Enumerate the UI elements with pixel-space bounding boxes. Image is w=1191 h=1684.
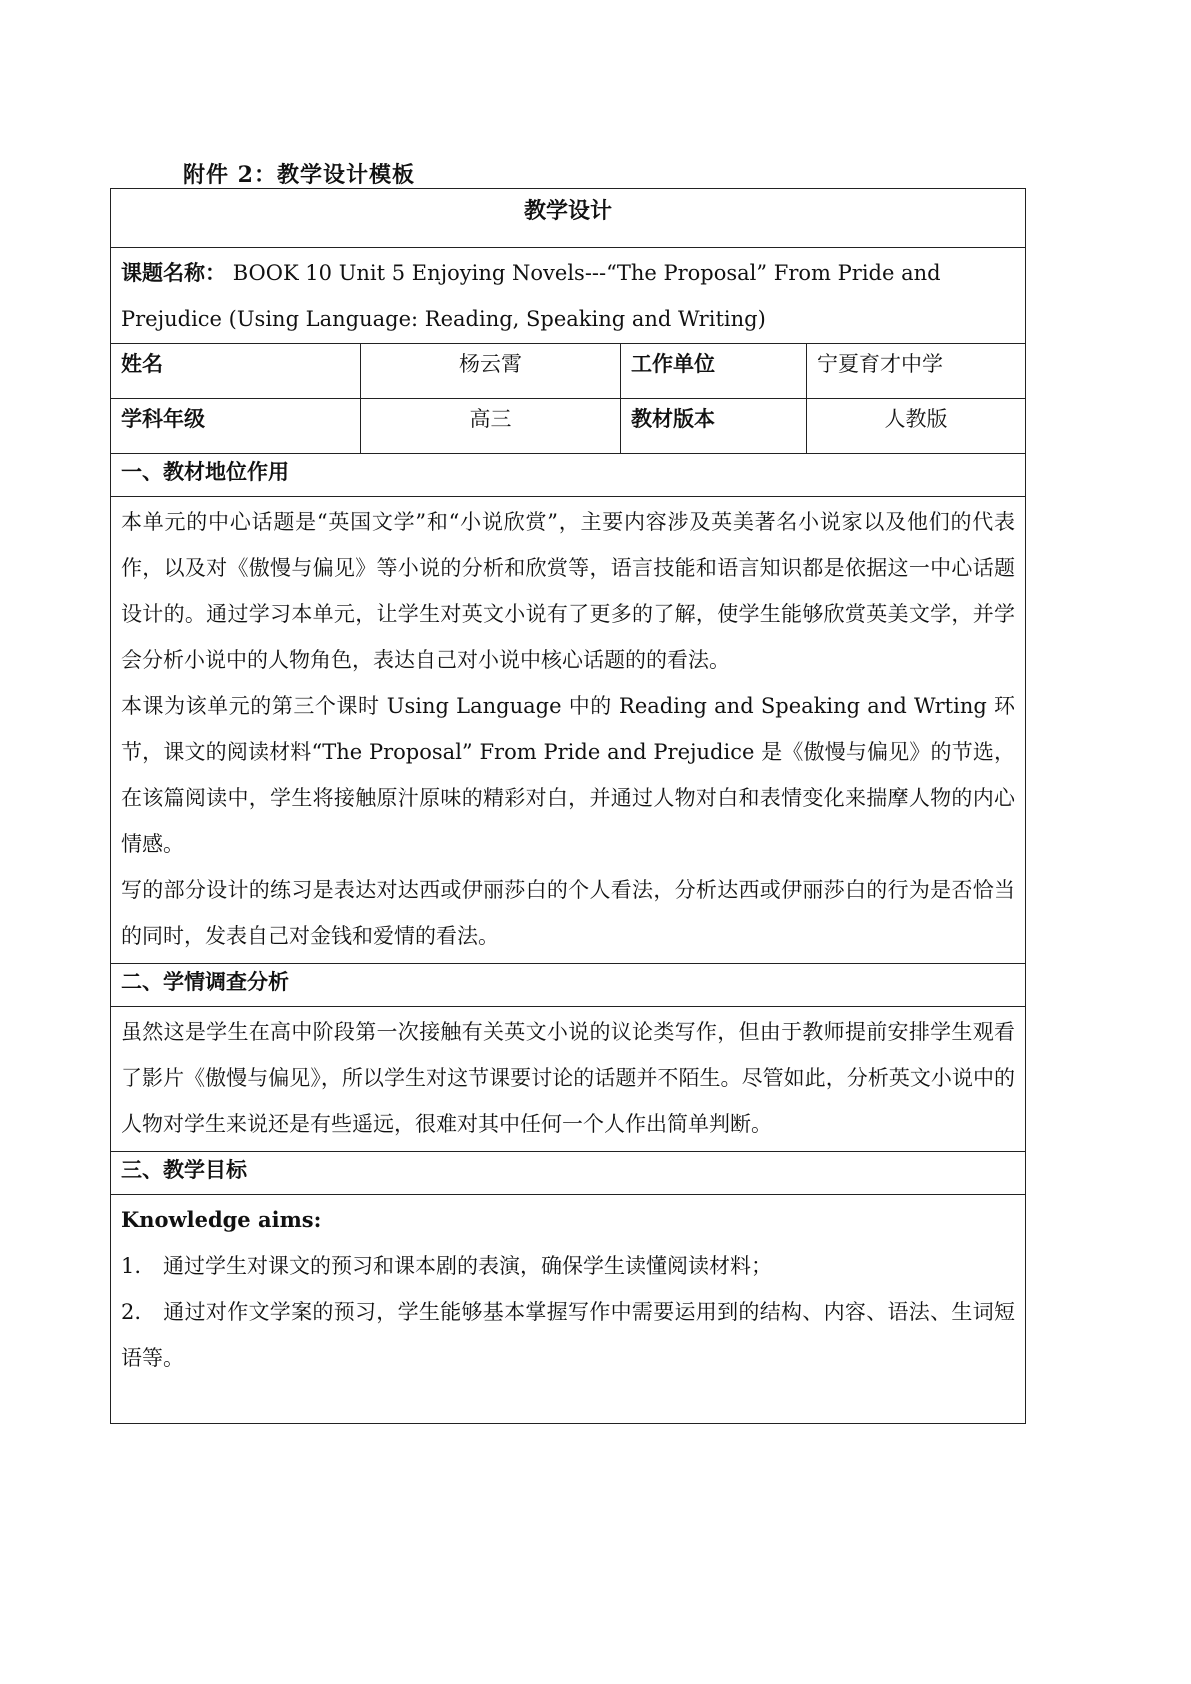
aim-item <box>121 1243 1015 1289</box>
edition-label: 教材版本 <box>621 399 807 454</box>
section2-body <box>111 1007 1026 1152</box>
name-value: 杨云霄 <box>361 344 621 399</box>
topic-text: BOOK 10 Unit 5 Enjoying Novels---“The Proposal” From Pride and Prejudice (Using Language: Reading, Speaking and Writing) <box>121 261 941 331</box>
topic-label: 课题名称： <box>121 260 226 285</box>
aim-number: 2. <box>121 1300 142 1324</box>
section2-heading: 二、学情调查分析 <box>111 964 1026 1007</box>
workplace-value: 宁夏育才中学 <box>807 344 1026 399</box>
section1-paragraph: 本单元的中心话题是“英国文学”和“小说欣赏”，主要内容涉及英美著名小说家以及他们的代表作，以及对《傲慢与偏见》等小说的分析和欣赏等，语言技能和语言知识都是依据这一中心话题设计的。通过学习本单元，让学生对英文小说有了更多的了解，使学生能够欣赏英美文学，并学会分析小说中的人物角色，表达自己对小说中核心话题的的看法。 <box>121 510 1016 672</box>
name-label: 姓名 <box>111 344 361 399</box>
aim-text: 通过对作文学案的预习，学生能够基本掌握写作中需要运用到的结构、内容、语法、生词短语等。 <box>121 1300 1016 1370</box>
section1-heading: 一、教材地位作用 <box>111 454 1026 497</box>
grade-value: 高三 <box>361 399 621 454</box>
edition-value: 人教版 <box>807 399 1026 454</box>
aim-text: 通过学生对课文的预习和课本剧的表演，确保学生读懂阅读材料； <box>163 1254 772 1278</box>
knowledge-aims-label: Knowledge aims: <box>121 1207 322 1232</box>
teaching-design-table <box>110 188 1026 1424</box>
workplace-label: 工作单位 <box>621 344 807 399</box>
topic-cell <box>111 248 1026 344</box>
grade-label: 学科年级 <box>111 399 361 454</box>
section1-paragraph: 写的部分设计的练习是表达对达西或伊丽莎白的个人看法，分析达西或伊丽莎白的行为是否恰当的同时，发表自己对金钱和爱情的看法。 <box>121 878 1016 948</box>
attachment-heading: 附件 2：教学设计模板 <box>183 162 415 188</box>
aim-item <box>121 1289 1015 1381</box>
section2-paragraph: 虽然这是学生在高中阶段第一次接触有关英文小说的议论类写作，但由于教师提前安排学生观看了影片《傲慢与偏见》，所以学生对这节课要讨论的话题并不陌生。尽管如此，分析英文小说中的人物对学生来说还是有些遥远，很难对其中任何一个人作出简单判断。 <box>121 1020 1016 1136</box>
section3-heading: 三、教学目标 <box>111 1152 1026 1195</box>
section3-body <box>111 1195 1026 1424</box>
section1-paragraph: 本课为该单元的第三个课时 Using Language 中的 Reading and Speaking and Wrting 环节，课文的阅读材料“The Proposal” From Pride and Prejudice 是《傲慢与偏见》的节选，在该篇阅读中，学生将接触原汁原味的精彩对白，并通过人物对白和表情变化来揣摩人物的内心情感。 <box>121 694 1016 856</box>
section1-body <box>111 497 1026 964</box>
table-title: 教学设计 <box>111 189 1026 248</box>
aim-number: 1. <box>121 1254 142 1278</box>
